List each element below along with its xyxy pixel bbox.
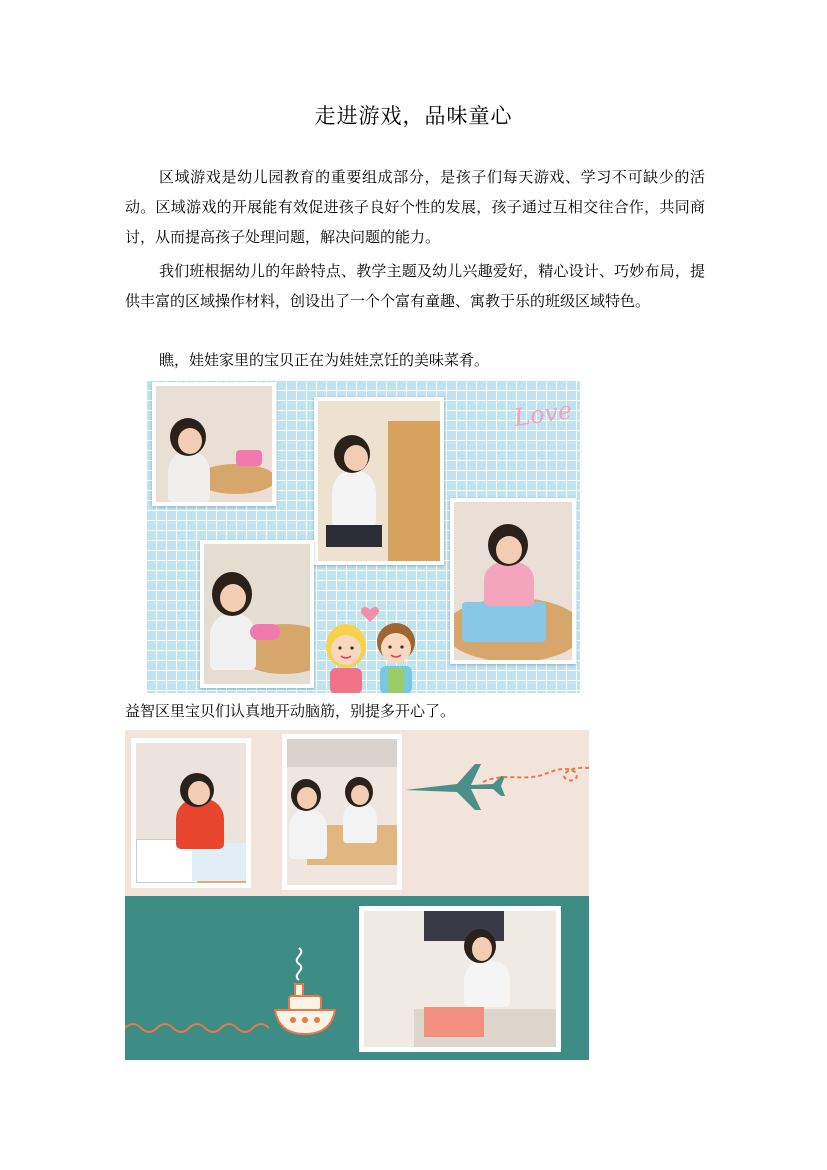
photo-boy-tangram [359,906,561,1052]
photo-boy-sorting-tray [131,738,251,888]
airplane-icon [405,758,589,818]
cartoon-kids-sticker [318,602,428,693]
boat-icon [125,940,345,1040]
paragraph-class-design: 我们班根据幼儿的年龄特点、教学主题及幼儿兴趣爱好，精心设计、巧妙布局，提供丰富的区域操作材料，创设出了一个个富有童趣、寓教于乐的班级区域特色。 [125,262,705,310]
doll-house-collage [146,380,580,693]
caption-puzzle-area: 益智区里宝贝们认真地开动脑筋，别提多开心了。 [125,702,456,720]
paragraph-doll-house: 瞧，娃娃家里的宝贝正在为娃娃烹饪的美味菜肴。 [159,351,490,369]
puzzle-area-collage [125,730,589,1060]
photo-girls-puzzle-table [282,734,402,890]
photo-girl-cooking [152,382,276,506]
photo-girl-with-dishes [450,498,576,664]
paragraph-intro: 区域游戏是幼儿园教育的重要组成部分，是孩子们每天游戏、学习不可缺少的活动。区域游戏的开展能有效促进孩子良好个性的发展，孩子通过互相交往合作，共同商讨，从而提高孩子处理问题，解决问题的能力。 [125,168,705,246]
photo-boy-at-stove [314,397,444,565]
love-sticker: Love [512,396,574,432]
photo-girl-with-toys [200,540,314,688]
page-title: 走进游戏，品味童心 [314,104,513,128]
